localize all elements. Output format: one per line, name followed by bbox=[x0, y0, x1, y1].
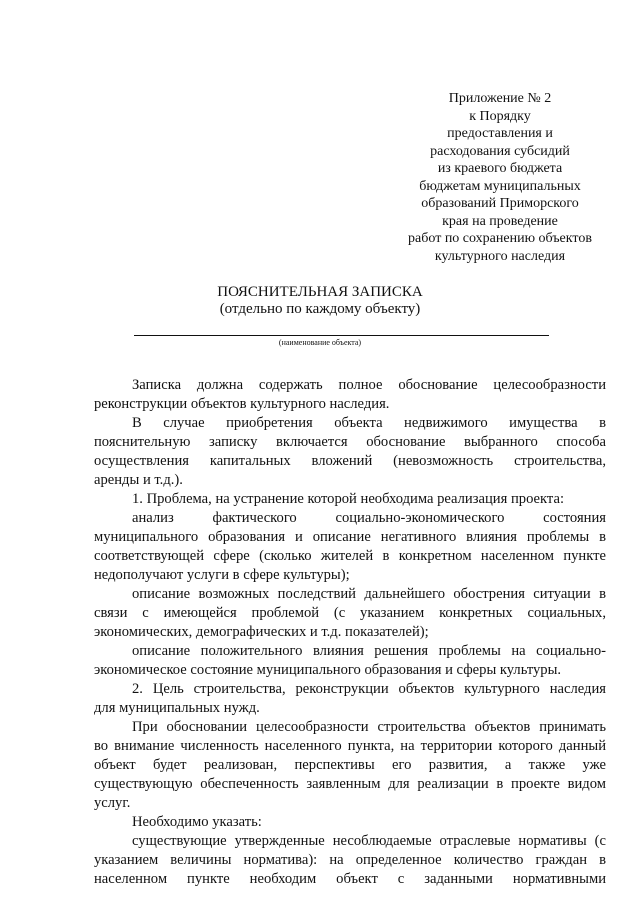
object-name-line bbox=[134, 335, 549, 336]
paragraph-line: населенном пункте необходим объект с заданными нормативными bbox=[94, 871, 606, 887]
paragraph-line: экономическое состояние муниципального образования и сферы культуры. bbox=[94, 662, 562, 678]
paragraph-line: Необходимо указать: bbox=[132, 814, 262, 830]
paragraph-line: соответствующей сфере (сколько жителей в конкретном населенном пункте bbox=[94, 548, 606, 564]
paragraph-line: описание положительного влияния решения проблемы на социально- bbox=[132, 643, 606, 659]
paragraph-line: экономических, демографических и т.д. показателей); bbox=[94, 624, 429, 640]
paragraph-line: описание возможных последствий дальнейшего обострения ситуации в bbox=[132, 586, 606, 602]
paragraph-line: связи с имеющейся проблемой (с указанием конкретных социальных, bbox=[94, 605, 606, 621]
appendix-line: культурного наследия bbox=[434, 248, 566, 264]
object-name-caption: (наименование объекта) bbox=[278, 338, 362, 347]
paragraph-line: муниципального образования и описание негативного влияния проблемы в bbox=[94, 529, 606, 545]
appendix-header bbox=[380, 90, 620, 265]
appendix-line: из краевого бюджета bbox=[437, 161, 563, 176]
paragraph-line: для муниципальных нужд. bbox=[94, 700, 260, 716]
paragraph-line: существующие утвержденные несоблюдаемые отраслевые нормативы (с bbox=[132, 833, 606, 849]
paragraph-line: В случае приобретения объекта недвижимого имущества в bbox=[132, 415, 606, 431]
appendix-line: к Порядку bbox=[469, 108, 531, 124]
paragraph-line: 1. Проблема, на устранение которой необходима реализация проекта: bbox=[132, 491, 565, 507]
appendix-line: края на проведение bbox=[442, 213, 558, 229]
paragraph-line: во внимание численность населенного пункта, на территории которого данный bbox=[94, 738, 606, 754]
appendix-line: предоставления и bbox=[447, 126, 553, 141]
appendix-line: образований Приморского bbox=[421, 196, 579, 211]
paragraph-line: пояснительную записку включается обоснование выбранного способа bbox=[94, 434, 606, 450]
paragraph-line: При обосновании целесообразности строительства объектов принимать bbox=[132, 719, 606, 735]
appendix-line: бюджетам муниципальных bbox=[419, 178, 581, 194]
paragraph-line: анализ фактического социально-экономического состояния bbox=[132, 510, 606, 526]
paragraph-line: указанием величины норматива): на определенное количество граждан в bbox=[94, 852, 606, 868]
paragraph-line: недополучают услуги в сфере культуры); bbox=[94, 567, 350, 583]
paragraph-line: существующую обеспеченность заявленным для реализации в проекте видом bbox=[94, 776, 606, 792]
paragraph-line: реконструкции объектов культурного наследия. bbox=[94, 396, 390, 412]
paragraph-line: 2. Цель строительства, реконструкции объектов культурного наследия bbox=[132, 681, 606, 697]
paragraph-line: услуг. bbox=[94, 795, 131, 811]
paragraph-line: объект будет реализован, перспективы его развития, а также уже bbox=[94, 757, 606, 773]
paragraph-line: осуществления капитальных вложений (невозможность строительства, bbox=[94, 453, 606, 469]
paragraph-line: Записка должна содержать полное обоснование целесообразности bbox=[132, 377, 606, 393]
appendix-line: Приложение № 2 bbox=[448, 91, 552, 106]
body-text bbox=[94, 376, 606, 889]
appendix-line: работ по сохранению объектов bbox=[408, 231, 592, 246]
document-title: ПОЯСНИТЕЛЬНАЯ ЗАПИСКА bbox=[217, 284, 423, 300]
paragraph-line: аренды и т.д.). bbox=[94, 472, 183, 488]
document-subtitle: (отдельно по каждому объекту) bbox=[219, 301, 421, 317]
appendix-line: расходования субсидий bbox=[430, 143, 570, 159]
